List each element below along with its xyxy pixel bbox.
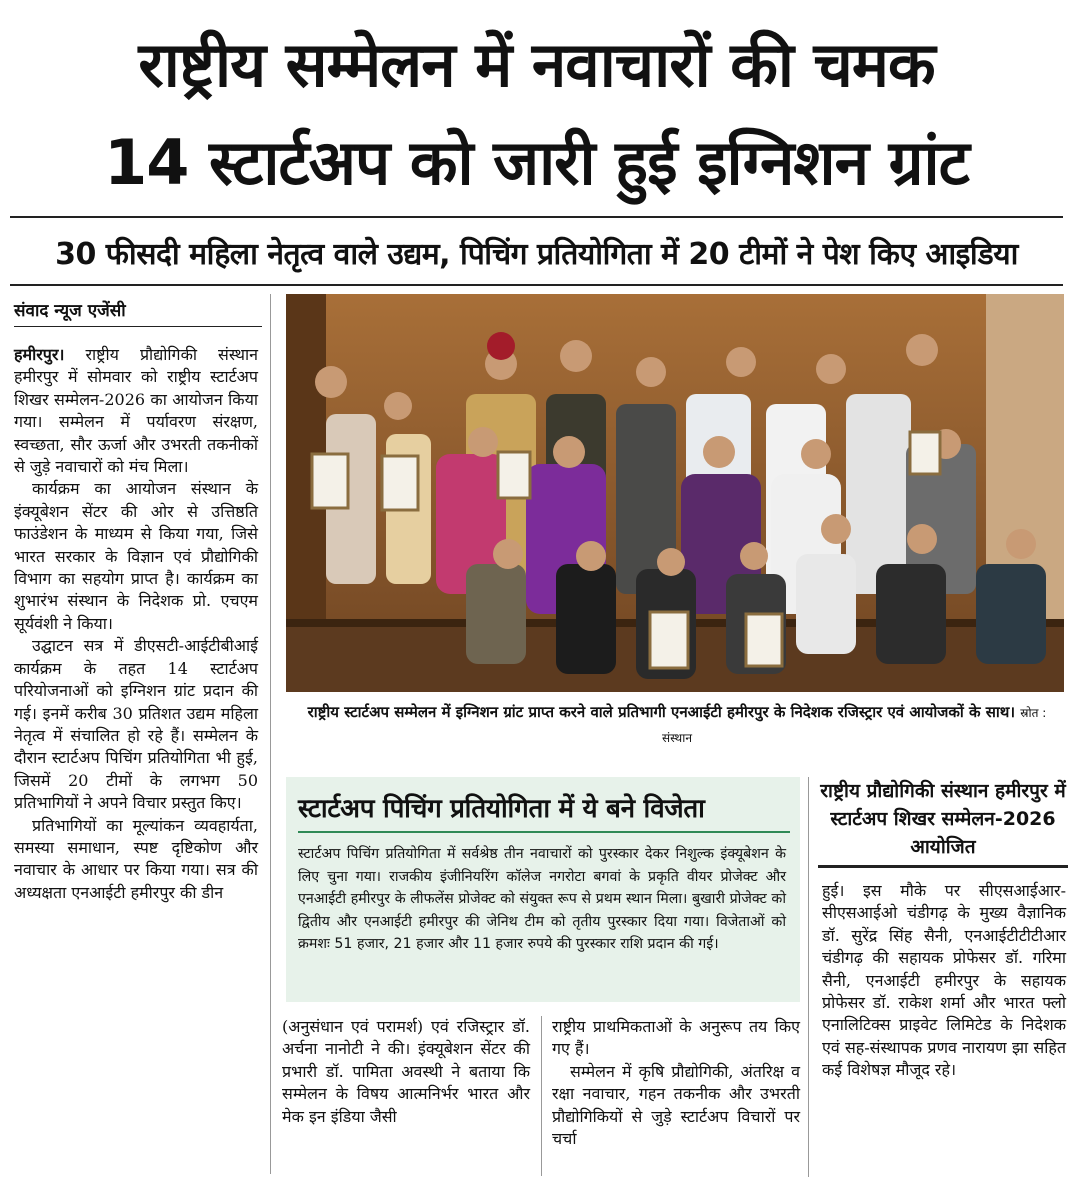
winners-box-body: स्टार्टअप पिचिंग प्रतियोगिता में सर्वश्रेष्ठ तीन नवाचारों को पुरस्कार देकर निशुल्क इंक्यूबेशन के लिए चुना गया। राजकीय इंजीनियरिंग कॉलेज नगरोटा बगवां के प्रकृति वीयर प्रोजेक्ट और एनआईटी हमीरपुर के लीफलेंस प्रोजेक्ट को संयुक्त रूप से प्रथम स्थान मिला। बुखारी प्रोजेक्ट को द्वितीय और एनआईटी हमीरपुर की जेनिथ टीम को तृतीय पुरस्कार दिया गया। विजेताओं को क्रमशः 51 हजार, 21 हजार और 11 हजार रुपये की पुरस्कार राशि प्रदान की गई। <box>298 846 786 952</box>
headline-line-1: राष्ट्रीय सम्मेलन में नवाचारों की चमक <box>138 28 935 101</box>
article-paragraph: (अनुसंधान एवं परामर्श) एवं रजिस्ट्रार डॉ. अर्चना नानोटी ने की। इंक्यूबेशन सेंटर की प्रभारी डॉ. पामिता अवस्थी ने बताया कि सम्मेलन के विषय आत्मनिर्भर भारत और मेक इन इंडिया जैसी <box>282 1017 530 1126</box>
article-paragraph: हुई। इस मौके पर सीएसआईआर-सीएसआईओ चंडीगढ़ के मुख्य वैज्ञानिक डॉ. सुरेंद्र सिंह सैनी, एनआईटीटीटीआर चंडीगढ़ की सहायक प्रोफेसर डॉ. गरिमा सैनी, एनआईटी हमीरपुर के सहायक प्रोफेसर डॉ. राकेश शर्मा और भारत फ्लो एनालिटिक्स प्राइवेट लिमिटेड के निदेशक एवं सह-संस्थापक प्रणव नारायण झा सहित कई विशेषज्ञ मौजूद रहे। <box>822 881 1066 1080</box>
group-photo <box>286 294 1064 692</box>
subheadline-divider <box>10 284 1063 286</box>
article-paragraph: सम्मेलन में कृषि प्रौद्योगिकी, अंतरिक्ष व रक्षा नवाचार, गहन तकनीक और उभरती प्रौद्योगिकियों से जुड़े स्टार्टअप विचारों पर चर्चा <box>552 1061 800 1149</box>
photo-caption-text: राष्ट्रीय स्टार्टअप सम्मेलन में इग्निशन ग्रांट प्राप्त करने वाले प्रतिभागी एनआईटी हमीरपुर के निदेशक रजिस्ट्रार एवं आयोजकों के साथ। <box>307 703 1016 721</box>
group-photo-image <box>286 294 1064 692</box>
headline-line-2: 14 स्टार्टअप को जारी हुई इग्निशन ग्रांट <box>104 126 969 199</box>
byline: संवाद न्यूज एजेंसी <box>14 301 126 321</box>
column-divider <box>541 1016 542 1176</box>
article-column-3 <box>552 1016 800 1150</box>
article-column-1 <box>14 344 258 904</box>
column-divider <box>808 777 809 1177</box>
byline-divider <box>14 326 262 327</box>
photo-source: स्रोत : संस्थान <box>662 706 1047 745</box>
dateline: हमीरपुर। <box>14 345 65 364</box>
column-divider <box>270 294 271 1174</box>
article-paragraph: प्रतिभागियों का मूल्यांकन व्यवहार्यता, समस्या समाधान, स्पष्ट दृष्टिकोण और नवाचार के आधार पर किया गया। सत्र की अध्यक्षता एनआईटी हमीरपुर की डीन <box>14 815 258 902</box>
winners-box <box>286 777 800 1002</box>
headline-divider <box>10 216 1063 218</box>
side-headline: राष्ट्रीय प्रौद्योगिकी संस्थान हमीरपुर में स्टार्टअप शिखर सम्मेलन-2026 आयोजित <box>818 777 1068 868</box>
article-column-2 <box>282 1016 530 1128</box>
subheadline: 30 फीसदी महिला नेतृत्व वाले उद्यम, पिचिंग प्रतियोगिता में 20 टीमों ने पेश किए आइडिया <box>55 237 1018 272</box>
article-column-4 <box>822 880 1066 1082</box>
photo-caption <box>296 700 1058 750</box>
article-paragraph: कार्यक्रम का आयोजन संस्थान के इंक्यूबेशन सेंटर की ओर से उत्तिष्ठति फाउंडेशन के माध्यम से किया गया, जिसे भारत सरकार के विज्ञान एवं प्रौद्योगिकी विभाग का सहयोग प्राप्त है। कार्यक्रम का शुभारंभ संस्थान के निदेशक प्रो. एचएम सूर्यवंशी ने किया। <box>14 479 258 633</box>
article-paragraph: राष्ट्रीय प्रौद्योगिकी संस्थान हमीरपुर में सोमवार को राष्ट्रीय स्टार्टअप शिखर सम्मेलन-2026 का आयोजन किया गया। सम्मेलन में पर्यावरण संरक्षण, स्वच्छता, सौर ऊर्जा और उभरती तकनीकों से जुड़े नवाचारों को मंच मिला। <box>14 345 258 477</box>
article-paragraph: राष्ट्रीय प्राथमिकताओं के अनुरूप तय किए गए हैं। <box>552 1017 800 1059</box>
article-paragraph: उद्घाटन सत्र में डीएसटी-आईटीबीआई कार्यक्रम के तहत 14 स्टार्टअप परियोजनाओं को इग्निशन ग्रांट प्रदान की गई। इनमें करीब 30 प्रतिशत उद्यम महिला नेतृत्व में संचालित हो रहे हैं। सम्मेलन के दौरान स्टार्टअप पिचिंग प्रतियोगिता भी हुई, जिसमें 20 टीमों के लगभग 50 प्रतिभागियों ने अपने विचार प्रस्तुत किए। <box>14 636 258 813</box>
winners-box-title: स्टार्टअप पिचिंग प्रतियोगिता में ये बने विजेता <box>298 789 790 833</box>
